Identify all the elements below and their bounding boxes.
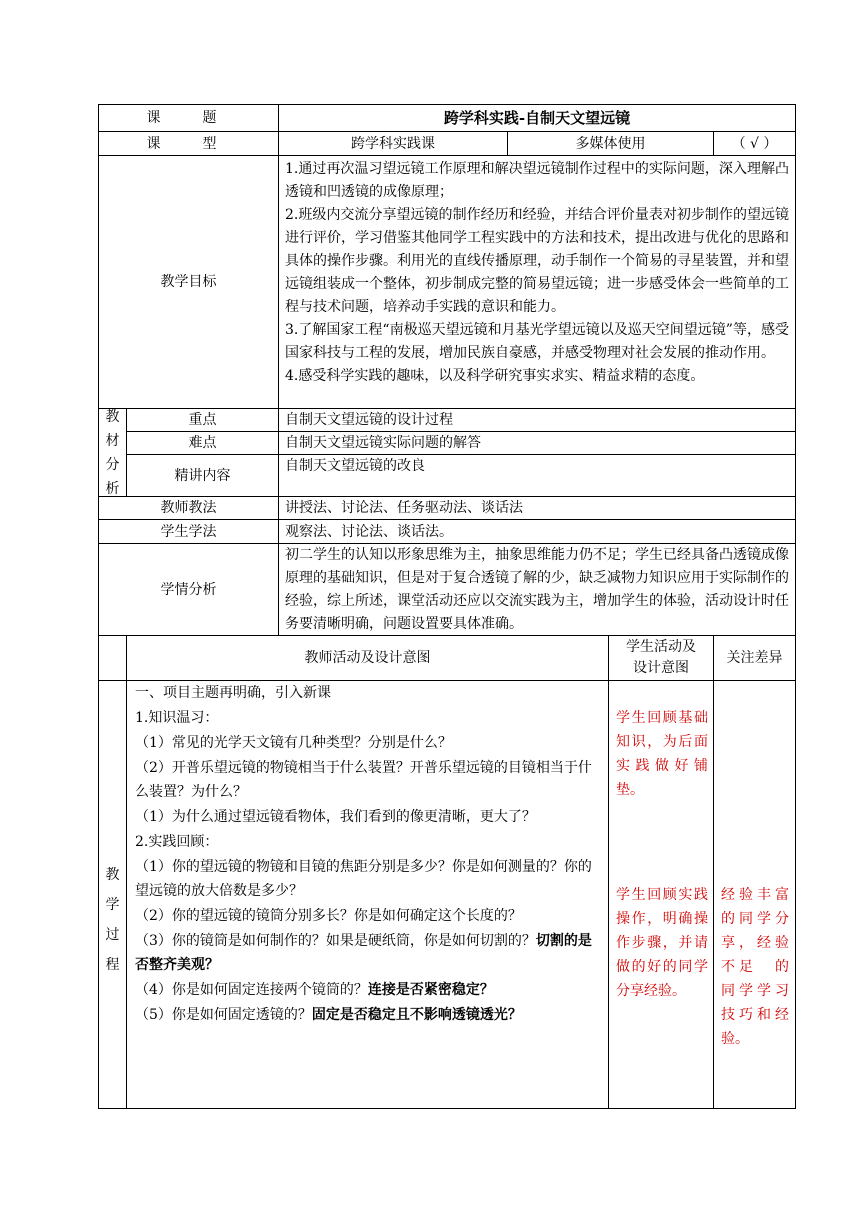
analysis-char: 析	[105, 480, 120, 497]
objective-item: 2.班级内交流分享望远镜的制作经历和经验，并结合评价量表对初步制作的望远镜进行评价，学习借鉴其他同学工程实践中的方法和技术，提出改进与优化的思路和具体的操作步骤。利用光的直线传播原理，动手制作一个简易的寻星装置，并和望远镜组装成一个整体，初步制成完整的简易望远镜；进一步感受体会一些简单的工程与技术问题，培养动手实践的意识和能力。	[285, 207, 789, 315]
key-point-label: 重点	[188, 412, 217, 428]
col-student-line: 学生活动及	[626, 639, 696, 655]
review-plain: （3）你的镜筒是如何制作的？如果是硬纸筒，你是如何切割的？	[135, 933, 536, 949]
topic-label: 课 题	[146, 110, 231, 126]
part2-title: 2.实践回顾：	[135, 834, 219, 850]
review-bold: 连接是否紧密稳定？	[367, 982, 494, 998]
analysis-char: 分	[105, 456, 120, 473]
analysis-group-label	[99, 409, 126, 496]
review-item	[135, 1003, 602, 1027]
review-item: （1）你的望远镜的物镜和目镜的焦距分别是多少？你是如何测量的？你的望远镜的放大倍数是多少？	[135, 859, 592, 899]
question-item: （2）开普乐望远镜的物镜相当于什么装置？开普乐望远镜的目镜相当于什么装置？为什么？	[135, 760, 592, 800]
col-student-line: 设计意图	[633, 660, 689, 676]
focus-content-label: 精讲内容	[174, 467, 231, 484]
objective-item: 4.感受科学实践的趣味，以及科学研究事实求实、精益求精的态度。	[285, 368, 705, 384]
analysis-char: 教	[105, 408, 120, 425]
col-diff-header: 关注差异	[726, 650, 783, 666]
situation-label: 学情分析	[160, 581, 217, 598]
media-value: （ √ ）	[731, 135, 778, 152]
student-note-1: 学生回顾基础知识，为后面实践做好铺垫。	[616, 710, 708, 798]
focus-content-value: 自制天文望远镜的改良	[285, 458, 425, 474]
diff-note: 经验丰富的同学分享，经验不足 的同学学习技巧和经验。	[721, 887, 789, 1047]
question-item: （1）为什么通过望远镜看物体，我们看到的像更清晰，更大了？	[135, 809, 536, 825]
part1-title: 1.知识温习：	[135, 710, 219, 726]
difficult-point-value: 自制天文望远镜实际问题的解答	[285, 435, 481, 451]
objectives-list	[279, 156, 795, 408]
type-label: 课 型	[146, 135, 231, 152]
process-char: 教	[105, 866, 120, 883]
review-plain: （5）你是如何固定透镜的？	[135, 1007, 312, 1023]
media-label: 多媒体使用	[575, 135, 646, 152]
review-item	[135, 978, 602, 1002]
review-bold: 切割的是否整齐美观？	[135, 933, 592, 973]
process-char: 过	[105, 926, 120, 943]
process-char: 学	[105, 896, 120, 913]
process-side-label	[99, 681, 126, 1108]
question-item: （1）常见的光学天文镜有几种类型？分别是什么？	[135, 735, 452, 751]
type-value: 跨学科实践课	[351, 135, 435, 152]
process-char: 程	[105, 956, 120, 973]
student-method-label: 学生学法	[160, 523, 217, 540]
objective-item: 1.通过再次温习望远镜工作原理和解决望远镜制作过程中的实际问题，深入理解凸透镜和凹透镜的成像原理；	[285, 161, 789, 200]
difficult-point-label: 难点	[188, 435, 217, 451]
section-title: 一、项目主题再明确，引入新课	[135, 685, 331, 701]
col-student-header	[609, 636, 713, 680]
analysis-char: 材	[105, 432, 120, 449]
review-bold: 固定是否稳定且不影响透镜透光？	[311, 1007, 522, 1023]
col-teacher-header: 教师活动及设计意图	[304, 650, 431, 666]
situation-value	[279, 544, 795, 635]
objective-item: 3.了解国家工程“南极巡天望远镜和月基光学望远镜以及巡天空间望远镜”等，感受国家科技与工程的发展，增加民族自豪感，并感受物理对社会发展的推动作用。	[285, 322, 789, 361]
review-item	[135, 929, 602, 977]
topic-title: 跨学科实践-自制天文望远镜	[443, 109, 631, 127]
student-method-value: 观察法、讨论法、谈话法。	[285, 523, 453, 540]
teacher-activity	[127, 681, 608, 1108]
situation-text: 初二学生的认知以形象思维为主，抽象思维能力仍不足；学生已经具备凸透镜成像原理的基础知识，但是对于复合透镜了解的少，缺乏减物力知识应用于实际制作的经验，综上所述，课堂活动还应以交流实践为主，增加学生的体验，活动设计时任务要清晰明确，问题设置要具体准确。	[285, 547, 789, 632]
objectives-label: 教学目标	[160, 274, 217, 290]
review-plain: （4）你是如何固定连接两个镜筒的？	[135, 982, 368, 998]
review-item: （2）你的望远镜的镜筒分别多长？你是如何确定这个长度的？	[135, 908, 522, 924]
key-point-value: 自制天文望远镜的设计过程	[285, 412, 453, 428]
teacher-method-value: 讲授法、讨论法、任务驱动法、谈话法	[285, 500, 523, 516]
teacher-method-label: 教师教法	[160, 500, 217, 516]
student-note-2: 学生回顾实践操作，明确操作步骤，并请做的好的同学分享经验。	[616, 887, 708, 999]
